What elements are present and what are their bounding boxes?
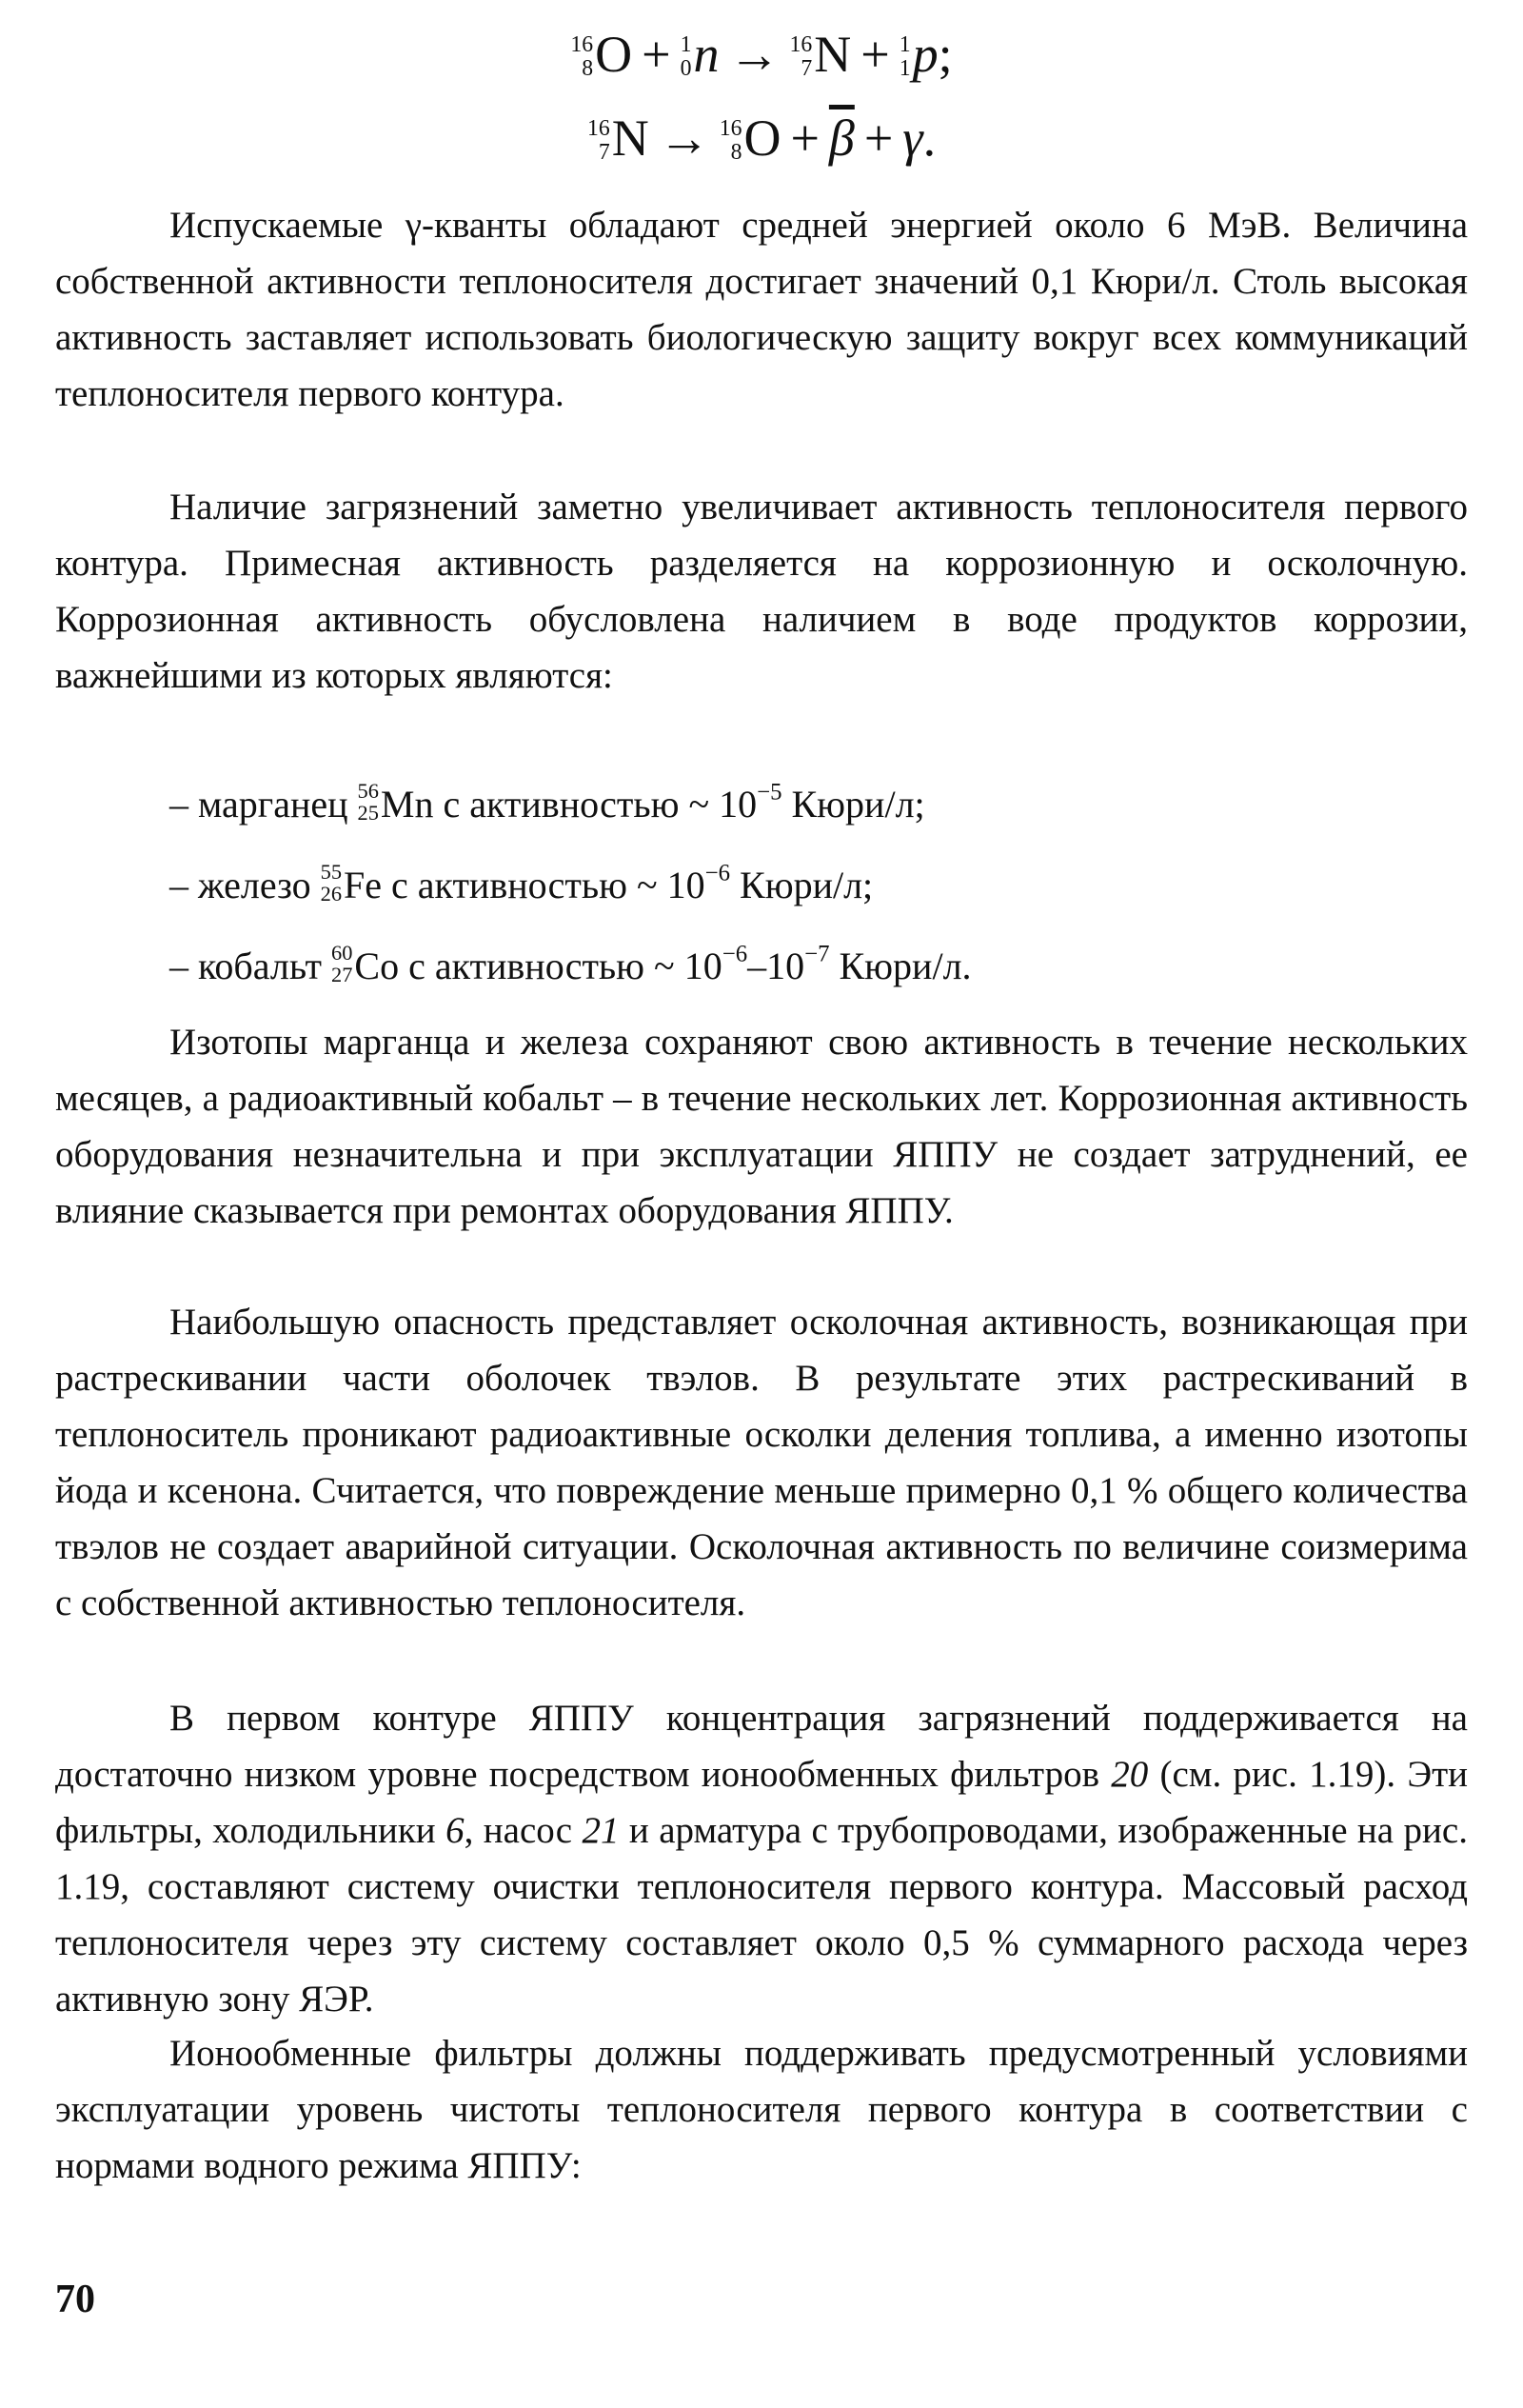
nuclide-oxygen-16: 16 8 O (570, 26, 633, 83)
paragraph-contamination: Наличие загрязнений заметно увеличивает активность теплоносителя первого контура. Примесная активность разделяется на коррозионную и осколочную. Коррозионная активность обусловлена наличием в воде продуктов коррозии, важнейшими из которых являются: (55, 487, 1468, 696)
isotope-item-iron: – железо 55 26 Fe с активностью ~ $10^{-6}$ Кюри/л; (169, 857, 873, 914)
paragraph-isotope-lifetimes: Изотопы марганца и железа сохраняют свою активность в течение нескольких месяцев, а радиоактивный кобальт – в течение нескольких лет. Коррозионная активность оборудования незначительна и при эксплуатации ЯППУ не создает затруднений, ее влияние сказывается при ремонтах оборудования ЯППУ. (55, 1022, 1468, 1231)
nuclide-nitrogen-16: 16 7 N (586, 109, 649, 167)
isotope-item-cobalt: – кобальт 60 27 Co с активностью ~ $10^{-6}-10^{-7}$ Кюри/л. (169, 938, 972, 995)
paragraph-gamma-quanta: Испускаемые γ-кванты обладают средней энергией около 6 МэВ. Величина собственной активности теплоносителя достигает значений 0,1 Кюри/л. Столь высокая активность заставляет использовать биологическую защиту вокруг всех коммуникаций теплоносителя первого контура. (55, 205, 1468, 414)
paragraph-ion-exchange: Ионообменные фильтры должны поддерживать предусмотренный условиями эксплуатации уровень чистоты теплоносителя первого контура в соответствии с нормами водного режима ЯППУ: (55, 2033, 1468, 2186)
equation-n16-decay: 16 7 N → 16 8 $O + \overline{\beta} + \gamma$. (586, 109, 937, 167)
figure-ref-pump: 21 (582, 1810, 620, 1851)
nuclide-nitrogen-16: 16 7 N (789, 26, 852, 83)
nuclide-iron-55: 55 26 Fe (320, 859, 383, 906)
nuclide-proton: 1 1 p (899, 26, 939, 83)
gamma-quantum: γ (902, 109, 923, 167)
nuclide-oxygen-16: 16 8 O (719, 109, 781, 167)
beta-particle: $\overline{\beta}$ (828, 109, 855, 167)
arrow-symbol: → (658, 109, 710, 167)
arrow-symbol: → (728, 26, 781, 83)
nuclide-neutron: 1 0 n (680, 26, 720, 83)
figure-ref-filters: 20 (1111, 1754, 1149, 1795)
figure-ref-coolers: 6 (445, 1810, 465, 1851)
page-number: 70 (55, 2278, 95, 2321)
paragraph-fission-activity: Наибольшую опасность представляет осколочная активность, возникающая при растрескивании части оболочек твэлов. В результате этих растрескиваний в теплоноситель проникают радиоактивные осколки деления топлива, а именно изотопы йода и ксенона. Считается, что повреждение меньше примерно 0,1 % общего количества твэлов не создает аварийной ситуации. Осколочная активность по величине соизмерима с собственной активностью теплоносителя. (55, 1302, 1468, 1623)
equation-o16-neutron-reaction: 16 8 O + 1 0 n → 16 7 N + 1 1 p; (570, 26, 953, 83)
nuclide-manganese-56: 56 25 Mn (357, 778, 434, 826)
isotope-item-manganese: – марганец 56 25 Mn с активностью ~ $10^{-5}$ Кюри/л; (169, 776, 925, 833)
paragraph-purification-system: В первом контуре ЯППУ концентрация загрязнений поддерживается на достаточно низком уровне посредством ионообменных фильтров 20 (см. рис. 1.19). Эти фильтры, холодильники 6, насос 21 и арматура с трубопроводами, изображенные на рис. 1.19, составляют систему очистки теплоносителя первого контура. Массовый расход теплоносителя через эту систему составляет около 0,5 % суммарного расхода через активную зону ЯЭР. (55, 1698, 1468, 2020)
nuclide-cobalt-60: 60 27 Co (331, 940, 400, 987)
